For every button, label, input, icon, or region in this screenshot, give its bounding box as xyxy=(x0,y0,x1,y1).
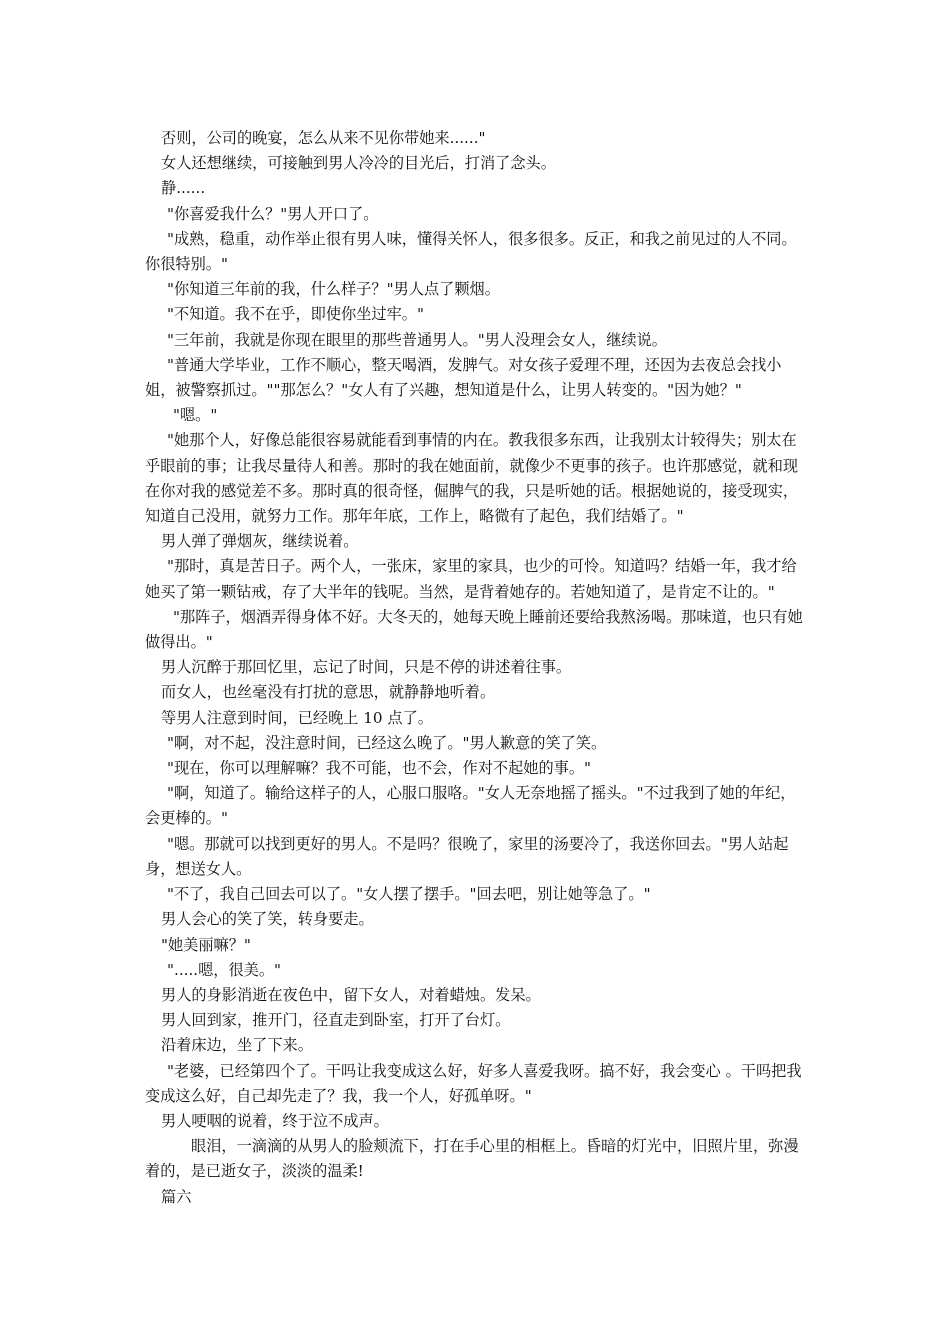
paragraph: "嗯。" xyxy=(173,406,218,425)
paragraph: "啊，知道了。输给这样子的人，心服口服咯。"女人无奈地摇了摇头。"不过我到了她的年纪，会更棒的。" xyxy=(145,784,796,828)
paragraph: 男人回到家，推开门，径直走到卧室，打开了台灯。 xyxy=(161,1011,511,1030)
paragraph: 女人还想继续，可接触到男人冷冷的目光后，打消了念头。 xyxy=(161,154,556,173)
paragraph: "现在，你可以理解嘛？我不可能，也不会，作对不起她的事。" xyxy=(167,759,592,778)
section-heading: 篇六 xyxy=(161,1187,192,1206)
paragraph: "你知道三年前的我，什么样子？"男人点了颗烟。 xyxy=(167,280,500,299)
paragraph: "那时，真是苦日子。两个人，一张床，家里的家具，也少的可怜。知道吗？结婚一年，我才给她买了第一颗钻戒，存了大半年的钱呢。当然，是背着她存的。若她知道了，是肯定不让的。" xyxy=(145,557,797,601)
paragraph: 否则，公司的晚宴，怎么从来不见你带她来......" xyxy=(161,129,486,147)
paragraph: 沿着床边，坐了下来。 xyxy=(161,1036,313,1055)
paragraph: ".....嗯，很美。" xyxy=(167,960,282,979)
paragraph: 等男人注意到时间，已经晚上 10 点了。 xyxy=(161,708,433,727)
paragraph: "普通大学毕业，工作不顺心，整天喝酒，发脾气。对女孩子爱理不理，还因为去夜总会找小姐，被警察抓过。""那怎么？"女人有了兴趣，想知道是什么，让男人转变的。"因为她？" xyxy=(145,355,782,400)
paragraph: "嗯。那就可以找到更好的男人。不是吗？很晚了，家里的汤要冷了，我送你回去。"男人站起身，想送女人。 xyxy=(145,834,789,878)
paragraph: 男人的身影消逝在夜色中，留下女人，对着蜡烛。发呆。 xyxy=(161,985,541,1004)
paragraph: 男人弹了弹烟灰，继续说着。 xyxy=(161,532,359,551)
paragraph: "三年前，我就是你现在眼里的那些普通男人。"男人没理会女人，继续说。 xyxy=(167,330,667,349)
paragraph: 静...... xyxy=(161,179,206,198)
paragraph: "她那个人，好像总能很容易就能看到事情的内在。教我很多东西，让我别太计较得失；别太在乎眼前的事；让我尽量待人和善。那时的我在她面前，就像少不更事的孩子。也许那感觉，就和现在你对我的感觉差不多。那时真的很奇怪，倔脾气的我，只是听她的话。根据她说的，接受现实，知道自己没用，就努力工作。那年年底，工作上，略微有了起色，我们结婚了。" xyxy=(145,431,799,526)
paragraph: "啊，对不起，没注意时间，已经这么晚了。"男人歉意的笑了笑。 xyxy=(167,733,607,752)
paragraph: "你喜爱我什么？"男人开口了。 xyxy=(167,204,379,223)
paragraph: 男人哽咽的说着，终于泣不成声。 xyxy=(161,1111,389,1130)
paragraph: 男人会心的笑了笑，转身要走。 xyxy=(161,910,374,929)
paragraph: "不知道。我不在乎，即使你坐过牢。" xyxy=(167,305,424,324)
paragraph: "她美丽嘛？" xyxy=(161,935,251,954)
paragraph: 而女人，也丝毫没有打扰的意思，就静静地听着。 xyxy=(161,683,496,702)
paragraph: "老婆，已经第四个了。干吗让我变成这么好，好多人喜爱我呀。搞不好，我会变心 。干吗把我变成这么好，自己却先走了？我，我一个人，好孤单呀。" xyxy=(145,1061,802,1105)
paragraph: 男人沉醉于那回忆里，忘记了时间，只是不停的讲述着往事。 xyxy=(161,658,572,677)
paragraph: 眼泪，一滴滴的从男人的脸颊流下，打在手心里的相框上。昏暗的灯光中，旧照片里，弥漫着的，是已逝女子，淡淡的温柔! xyxy=(145,1137,799,1181)
document-body xyxy=(145,126,810,1210)
paragraph: "不了，我自己回去可以了。"女人摆了摆手。"回去吧，别让她等急了。" xyxy=(167,885,651,904)
paragraph: "成熟，稳重，动作举止很有男人味，懂得关怀人，很多很多。反正，和我之前见过的人不同。你很特别。" xyxy=(145,229,797,274)
paragraph: "那阵子，烟酒弄得身体不好。大冬天的，她每天晚上睡前还要给我熬汤喝。那味道，也只有她做得出。" xyxy=(145,607,803,652)
